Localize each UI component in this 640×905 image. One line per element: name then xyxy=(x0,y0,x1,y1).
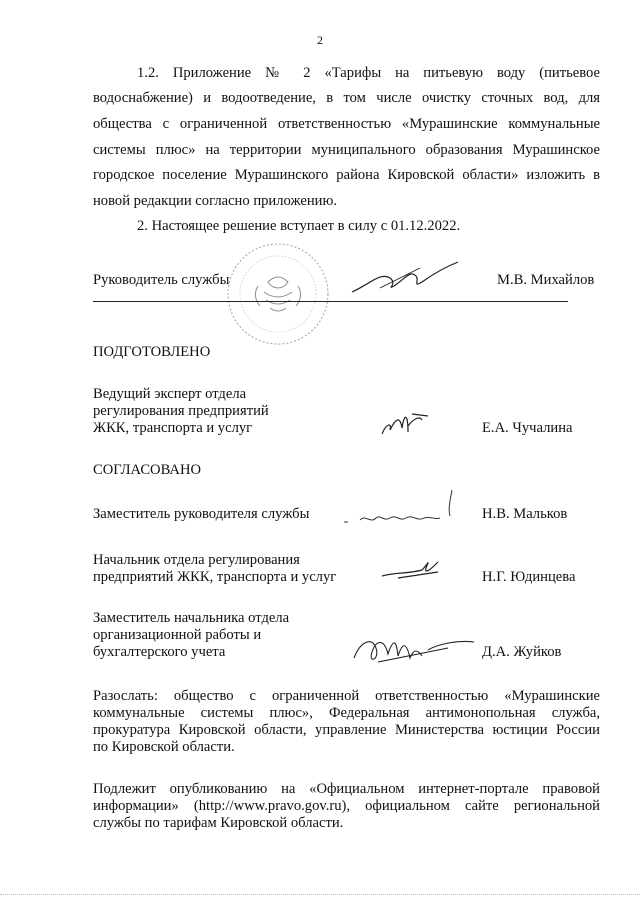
prepared-signature xyxy=(378,408,438,445)
distribution-line: коммунальные системы плюс», Федеральная антимонопольная служба, xyxy=(93,705,600,721)
clause-1-2-line: системы плюс» на территории муниципального образования Мурашинское xyxy=(93,142,600,158)
distribution-line: Разослать: общество с ограниченной ответственностью «Мурашинские xyxy=(93,688,600,704)
prepared-position-line: Ведущий эксперт отдела xyxy=(93,386,247,402)
page-number: 2 xyxy=(317,33,323,47)
distribution-line: прокуратура Кировской области, управление Министерства юстиции России xyxy=(93,722,600,738)
page-edge xyxy=(0,894,640,895)
clause-1-2-line: 1.2. Приложение № 2 «Тарифы на питьевую воду (питьевое xyxy=(137,65,600,81)
distribution-line: по Кировской области. xyxy=(93,739,235,755)
prepared-heading: ПОДГОТОВЛЕНО xyxy=(93,344,211,360)
agreed-position-line: Заместитель руководителя службы xyxy=(93,506,310,522)
agreed-position-line: бухгалтерского учета xyxy=(93,644,226,660)
agreed-position-line: Начальник отдела регулирования xyxy=(93,552,300,568)
agreed-heading: СОГЛАСОВАНО xyxy=(93,462,202,478)
head-name: М.В. Михайлов xyxy=(497,272,595,288)
agreed-signature xyxy=(378,554,458,589)
agreed-position-line: предприятий ЖКК, транспорта и услуг xyxy=(93,569,337,585)
prepared-position-line: регулирования предприятий xyxy=(93,403,269,419)
clause-1-2-line: общества с ограниченной ответственностью «Мурашинские коммунальные xyxy=(93,116,600,132)
prepared-position-line: ЖКК, транспорта и услуг xyxy=(93,420,253,436)
agreed-signature xyxy=(340,480,470,545)
clause-1-2-line: городское поселение Мурашинского района Кировской области» изложить в xyxy=(93,167,600,183)
agreed-position-line: организационной работы и xyxy=(93,627,262,643)
clause-2: 2. Настоящее решение вступает в силу с 01.12.2022. xyxy=(137,218,461,234)
head-title: Руководитель службы xyxy=(93,272,230,288)
agreed-signature xyxy=(348,628,478,677)
agreed-name: Д.А. Жуйков xyxy=(482,644,562,660)
official-seal-stamp xyxy=(218,242,338,357)
publication-line: информации» (http://www.pravo.gov.ru), официальном сайте региональной xyxy=(93,798,600,814)
prepared-name: Е.А. Чучалина xyxy=(482,420,573,436)
agreed-name: Н.В. Мальков xyxy=(482,506,568,522)
clause-1-2-line: водоснабжение) и водоотведение, в том числе очистку сточных вод, для xyxy=(93,90,600,106)
agreed-name: Н.Г. Юдинцева xyxy=(482,569,576,585)
head-signature xyxy=(350,258,460,303)
publication-line: службы по тарифам Кировской области. xyxy=(93,815,344,831)
agreed-position-line: Заместитель начальника отдела xyxy=(93,610,290,626)
publication-line: Подлежит опубликованию на «Официальном интернет-портале правовой xyxy=(93,781,600,797)
clause-1-2-line: новой редакции согласно приложению. xyxy=(93,193,337,209)
separator-line xyxy=(93,301,568,302)
